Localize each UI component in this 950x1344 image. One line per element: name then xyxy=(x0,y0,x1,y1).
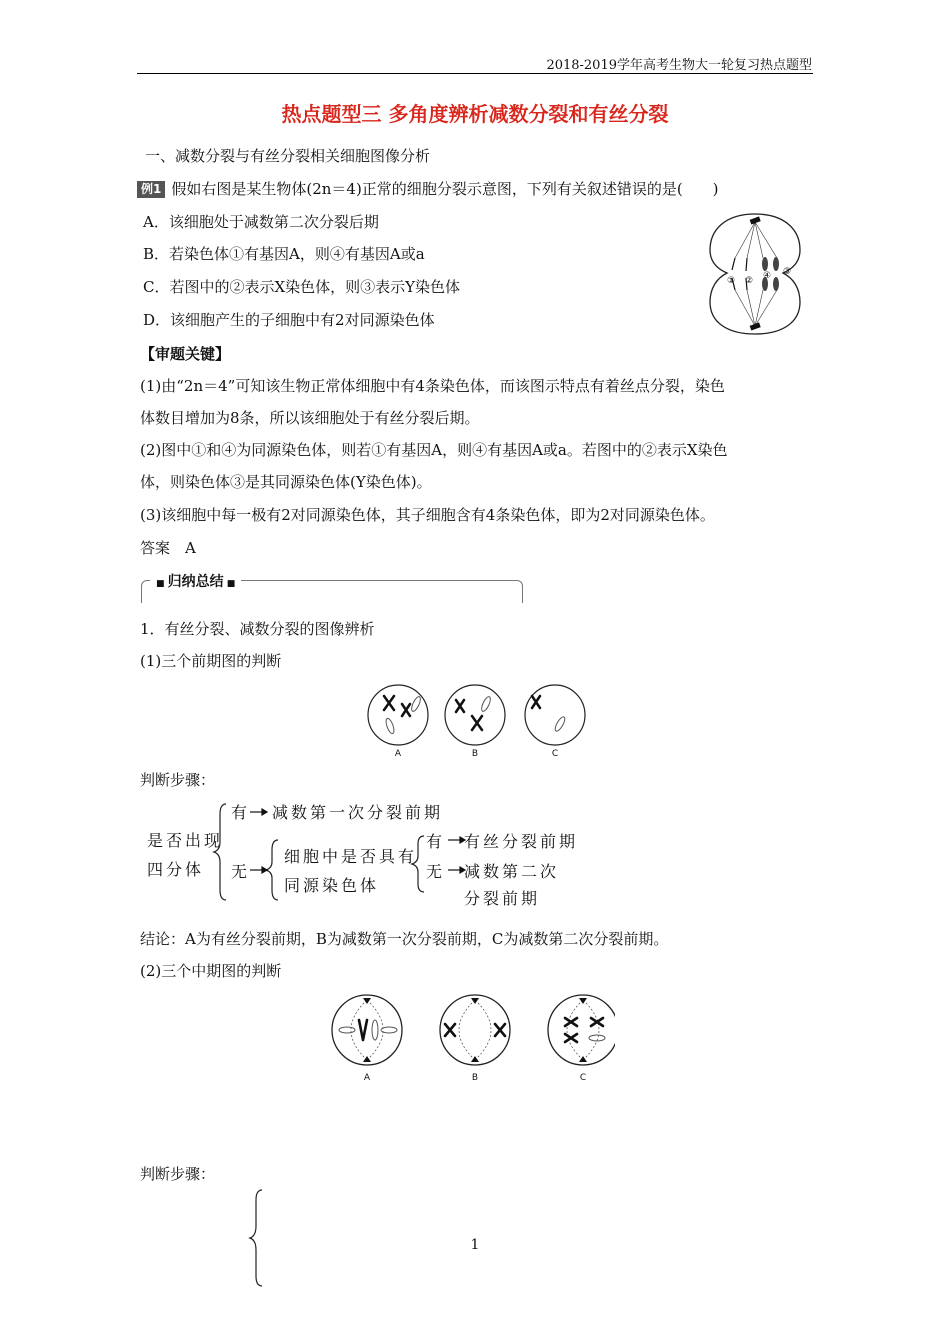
metaphase-label-b: B xyxy=(471,1073,479,1083)
step-yes2-result: 有丝分裂前期 xyxy=(464,832,579,851)
prophase-label-c: C xyxy=(551,749,559,759)
summary-label: ■ 归纳总结 ■ xyxy=(150,571,241,591)
prophase-figures xyxy=(360,680,590,760)
summary-sub-1: (1)三个前期图的判断 xyxy=(140,652,282,670)
summary-item-1: 1．有丝分裂、减数分裂的图像辨析 xyxy=(140,620,375,638)
example-question xyxy=(137,178,719,200)
header-rule xyxy=(137,73,813,74)
step-no: 无 xyxy=(231,862,251,881)
step-no2: 无 xyxy=(426,862,446,881)
example-badge: 例1 xyxy=(137,181,165,198)
conclusion: 结论：A为有丝分裂前期，B为减数第一次分裂前期，C为减数第二次分裂前期。 xyxy=(140,930,669,948)
option-d: D．该细胞产生的子细胞中有2对同源染色体 xyxy=(143,311,435,329)
prophase-label-a: A xyxy=(394,749,402,759)
key-line-4: 体，则染色体③是其同源染色体(Y染色体)。 xyxy=(140,473,432,491)
step-root-2: 四分体 xyxy=(147,860,205,879)
step-no2-result-1: 减数第二次 xyxy=(464,862,560,881)
steps-label: 判断步骤： xyxy=(140,771,216,789)
step-yes: 有 xyxy=(231,803,251,822)
key-line-5: (3)该细胞中每一极有2对同源染色体，其子细胞含有4条染色体，即为2对同源染色体。 xyxy=(140,506,715,524)
label-1: ① xyxy=(727,276,736,286)
metaphase-label-a: A xyxy=(363,1073,371,1083)
summary-label-text: 归纳总结 xyxy=(167,574,224,590)
metaphase-label-c: C xyxy=(579,1073,587,1083)
question-text: 假如右图是某生物体(2n＝4)正常的细胞分裂示意图，下列有关叙述错误的是( ) xyxy=(171,180,719,198)
label-3: ③ xyxy=(783,267,792,277)
option-c: C．若图中的②表示X染色体，则③表示Y染色体 xyxy=(143,278,461,296)
option-a: A．该细胞处于减数第二次分裂后期 xyxy=(143,213,379,231)
section-heading: 一、减数分裂与有丝分裂相关细胞图像分析 xyxy=(145,147,431,165)
label-4: ④ xyxy=(763,271,772,281)
step-no2-result-2: 分裂前期 xyxy=(464,889,541,908)
step-yes2: 有 xyxy=(426,832,446,851)
option-b: B．若染色体①有基因A，则④有基因A或a xyxy=(143,245,425,263)
step-question-2: 同源染色体 xyxy=(284,876,380,895)
answer: 答案 A xyxy=(140,539,196,557)
page-number: 1 xyxy=(470,1237,480,1253)
step-root-1: 是否出现 xyxy=(147,831,224,850)
steps-label-2: 判断步骤： xyxy=(140,1165,216,1183)
label-2: ② xyxy=(745,276,754,286)
key-line-2: 体数目增加为8条，所以该细胞处于有丝分裂后期。 xyxy=(140,409,480,427)
metaphase-figures xyxy=(325,992,615,1088)
anaphase-cell-figure xyxy=(705,208,805,338)
key-heading: 【审题关键】 xyxy=(140,345,231,363)
key-line-1: (1)由“2n＝4”可知该生物正常体细胞中有4条染色体，而该图示特点有着丝点分裂，染色 xyxy=(140,377,725,395)
prophase-label-b: B xyxy=(471,749,479,759)
summary-sub-2: (2)三个中期图的判断 xyxy=(140,962,282,980)
step-question-1: 细胞中是否具有 xyxy=(284,847,418,866)
page-header: 2018-2019学年高考生物大一轮复习热点题型 xyxy=(546,58,812,73)
page-title: 热点题型三 多角度辨析减数分裂和有丝分裂 xyxy=(281,102,669,126)
key-line-3: (2)图中①和④为同源染色体，则若①有基因A，则④有基因A或a。若图中的②表示X染色 xyxy=(140,441,728,459)
step-yes-result: 减数第一次分裂前期 xyxy=(272,803,444,822)
